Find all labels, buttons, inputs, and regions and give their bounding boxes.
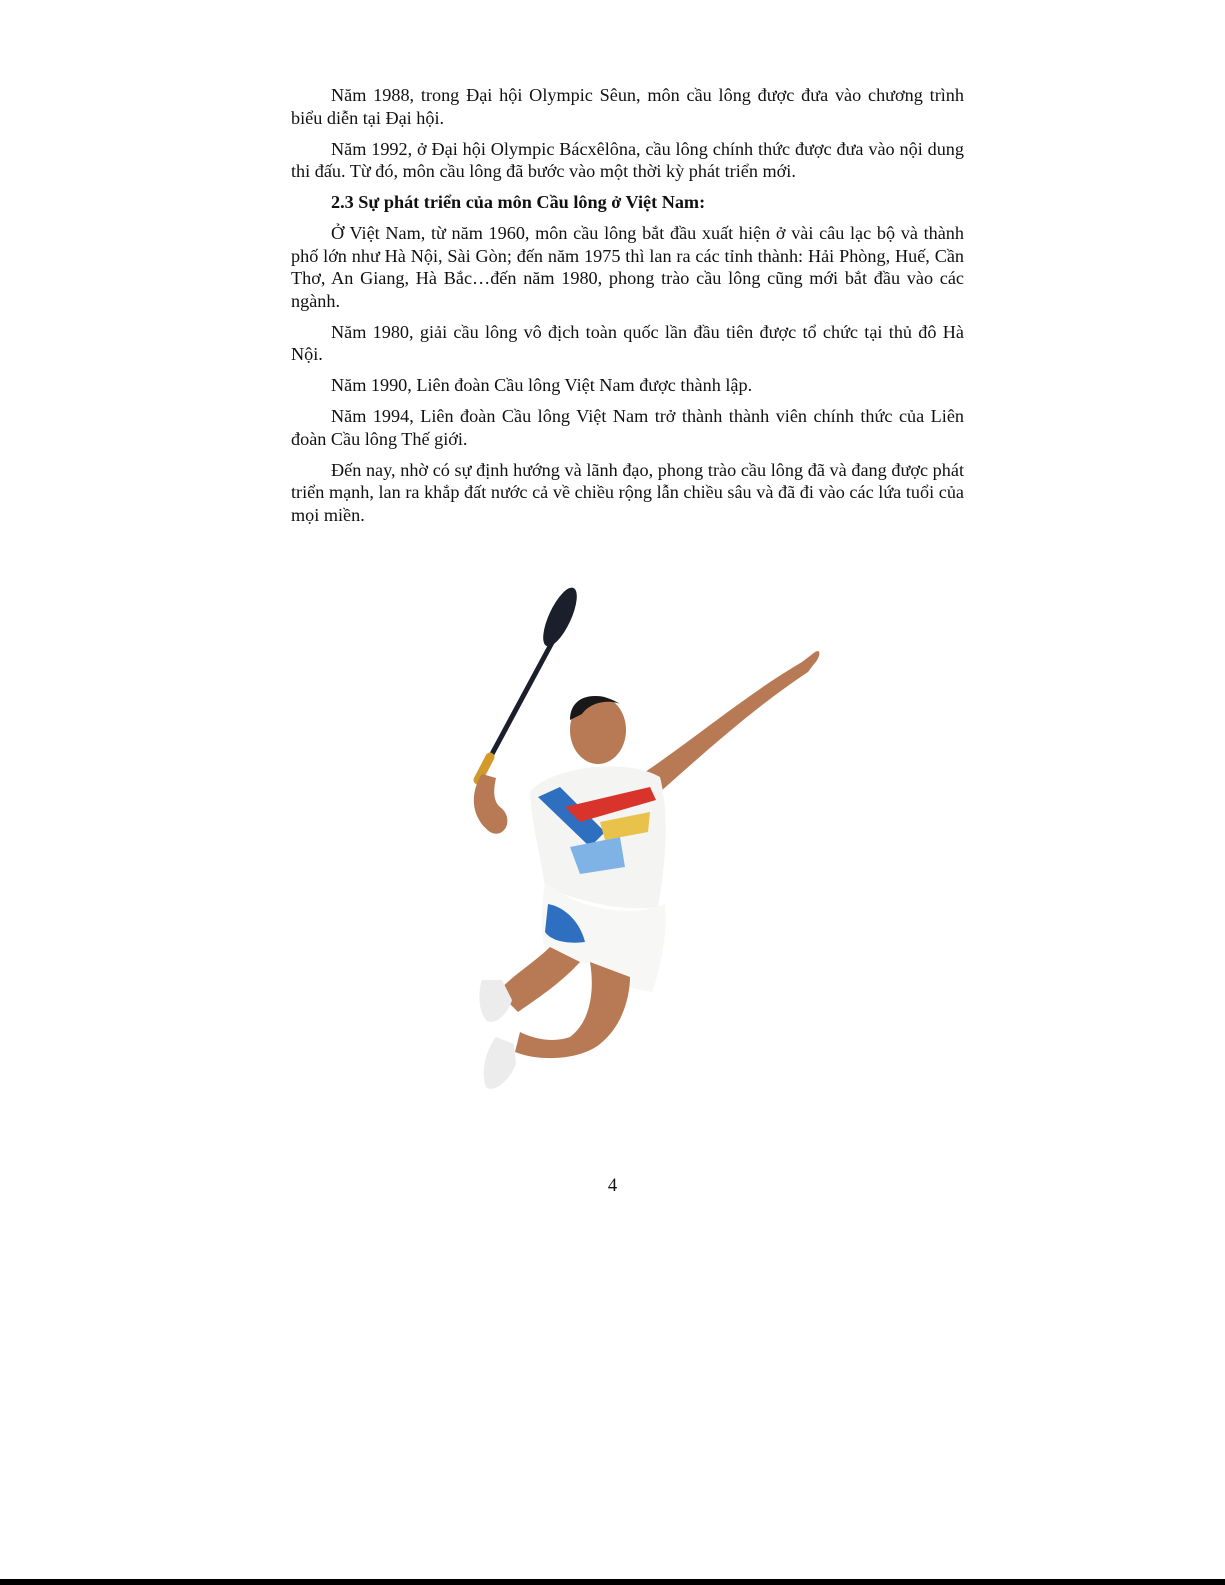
section-heading: 2.3 Sự phát triển của môn Cầu lông ở Việt Nam: [331,192,706,212]
paragraph-1980: Năm 1980, giải cầu lông vô địch toàn quốc lần đầu tiên được tổ chức tại thủ đô Hà Nội. [291,321,964,364]
bottom-border [0,1579,1225,1585]
paragraph-1990: Năm 1990, Liên đoàn Cầu lông Việt Nam được thành lập. [331,375,753,395]
page-number: 4 [607,1176,618,1196]
racket-icon [478,583,583,780]
body-text [291,84,964,535]
paragraph-1988: Năm 1988, trong Đại hội Olympic Sêun, môn cầu lông được đưa vào chương trình biểu diễn tại Đại hội. [291,85,964,128]
paragraph-1992: Năm 1992, ở Đại hội Olympic Bácxêlôna, cầu lông chính thức được đưa vào nội dung thi đấu. Từ đó, môn cầu lông đã bước vào một thời kỳ phát triển mới. [291,138,964,181]
paragraph-den-nay: Đến nay, nhờ có sự định hướng và lãnh đạo, phong trào cầu lông đã và đang được phát triển mạnh, lan ra khắp đất nước cả về chiều rộng lẫn chiều sâu và đã đi vào các lứa tuổi của mọi miền. [291,459,964,525]
badminton-player-jumping-smash-icon [420,582,840,1102]
paragraph-1960: Ở Việt Nam, từ năm 1960, môn cầu lông bắt đầu xuất hiện ở vài câu lạc bộ và thành phố lớn như Hà Nội, Sài Gòn; đến năm 1975 thì lan ra các tỉnh thành: Hải Phòng, Huế, Cần Thơ, An Giang, Hà Bắc…đến năm 1980, phong trào cầu lông cũng mới bắt đầu vào các ngành. [291,223,964,311]
paragraph-1994: Năm 1994, Liên đoàn Cầu lông Việt Nam trở thành thành viên chính thức của Liên đoàn Cầu lông Thế giới. [291,406,964,449]
